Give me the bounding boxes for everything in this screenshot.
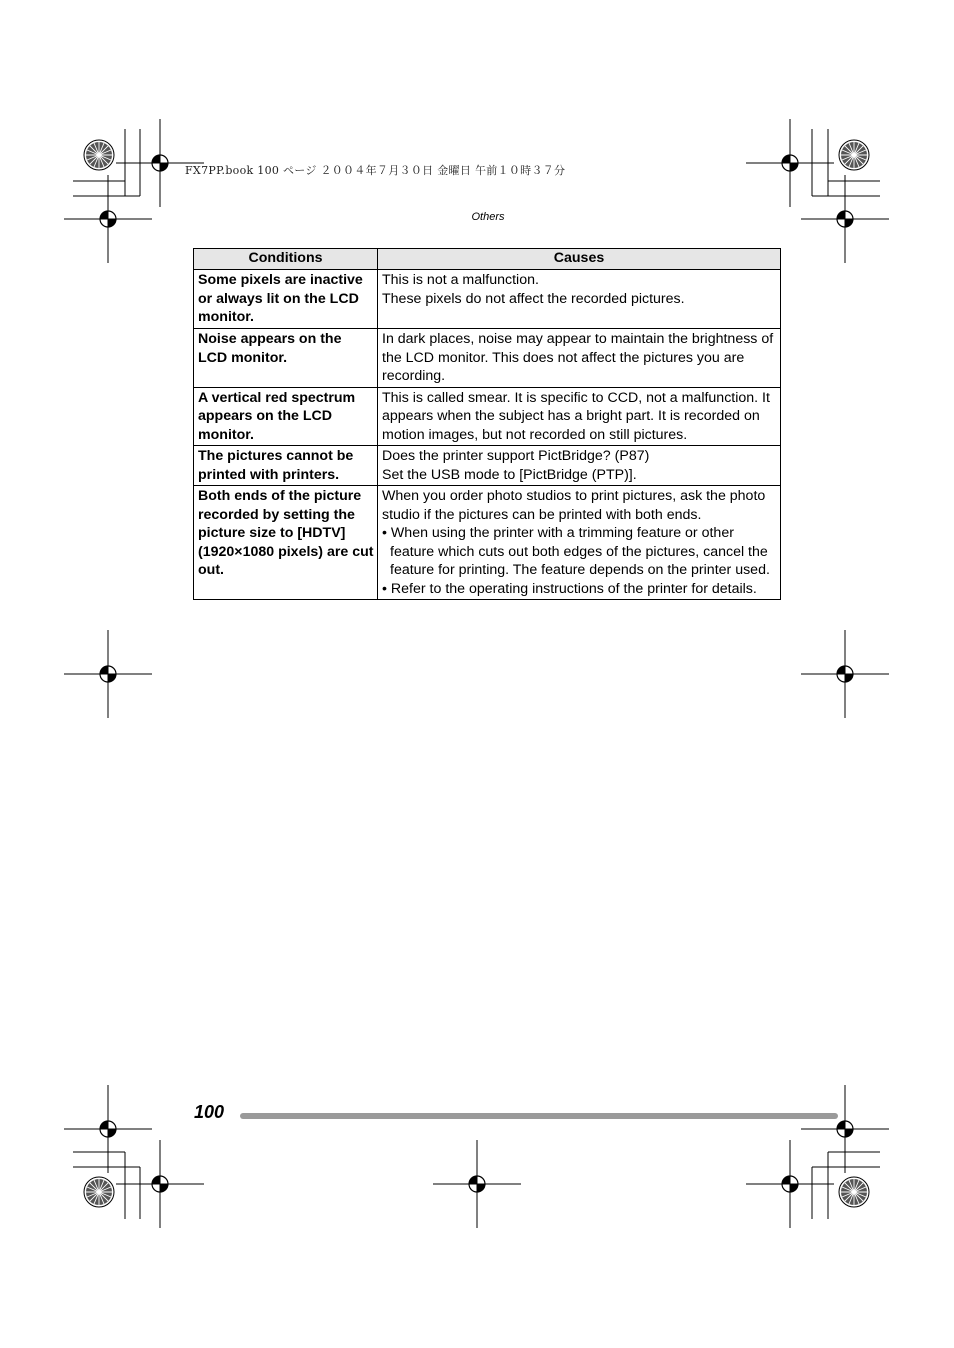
causes-cell — [378, 387, 781, 446]
causes-cell — [378, 446, 781, 486]
table-row — [194, 270, 781, 329]
table-header-row — [194, 249, 781, 270]
page-footer-bar — [240, 1113, 838, 1119]
cause-text: Set the USB mode to [PictBridge (PTP)]. — [382, 466, 637, 483]
cause-text: These pixels do not affect the recorded pictures. — [382, 290, 685, 307]
cause-text: This is not a malfunction. — [382, 272, 539, 288]
column-header-conditions: Conditions — [194, 249, 378, 270]
cause-text: Does the printer support PictBridge? (P87) — [382, 448, 650, 464]
cause-bullet: • When using the printer with a trimming feature or other feature which cuts out both edges of the pictures, cancel the feature for printing. The feature depends on the printer used. — [382, 525, 770, 578]
section-label: Others — [471, 211, 505, 223]
column-header-causes: Causes — [378, 249, 781, 270]
cause-text: This is called smear. It is specific to CCD, not a malfunction. It appears when the subject has a bright part. It is recorded on motion images, but not recorded on still pictures. — [382, 389, 770, 443]
condition-cell: Some pixels are inactive or always lit on the LCD monitor. — [194, 270, 378, 329]
condition-cell: Both ends of the picture recorded by setting the picture size to [HDTV] (1920×1080 pixels) are cut out. — [194, 486, 378, 600]
cause-text: In dark places, noise may appear to maintain the brightness of the LCD monitor. This does not affect the pictures you are recording. — [382, 331, 774, 384]
table-row — [194, 486, 781, 600]
condition-cell: Noise appears on the LCD monitor. — [194, 329, 378, 388]
table-row — [194, 329, 781, 388]
cause-bullet: • Refer to the operating instructions of the printer for details. — [382, 580, 757, 597]
condition-cell: The pictures cannot be printed with printers. — [194, 446, 378, 486]
causes-cell — [378, 486, 781, 600]
causes-cell — [378, 270, 781, 329]
troubleshooting-table — [193, 248, 781, 600]
page-number: 100 — [194, 1102, 225, 1122]
table-row — [194, 387, 781, 446]
condition-cell: A vertical red spectrum appears on the LCD monitor. — [194, 387, 378, 446]
cause-text: When you order photo studios to print pictures, ask the photo studio if the pictures can be printed with both ends. — [382, 488, 766, 523]
causes-cell — [378, 329, 781, 388]
print-header: FX7PP.book 100 ページ ２００４年７月３０日 金曜日 午前１０時３７分 — [185, 164, 566, 177]
table-row — [194, 446, 781, 486]
